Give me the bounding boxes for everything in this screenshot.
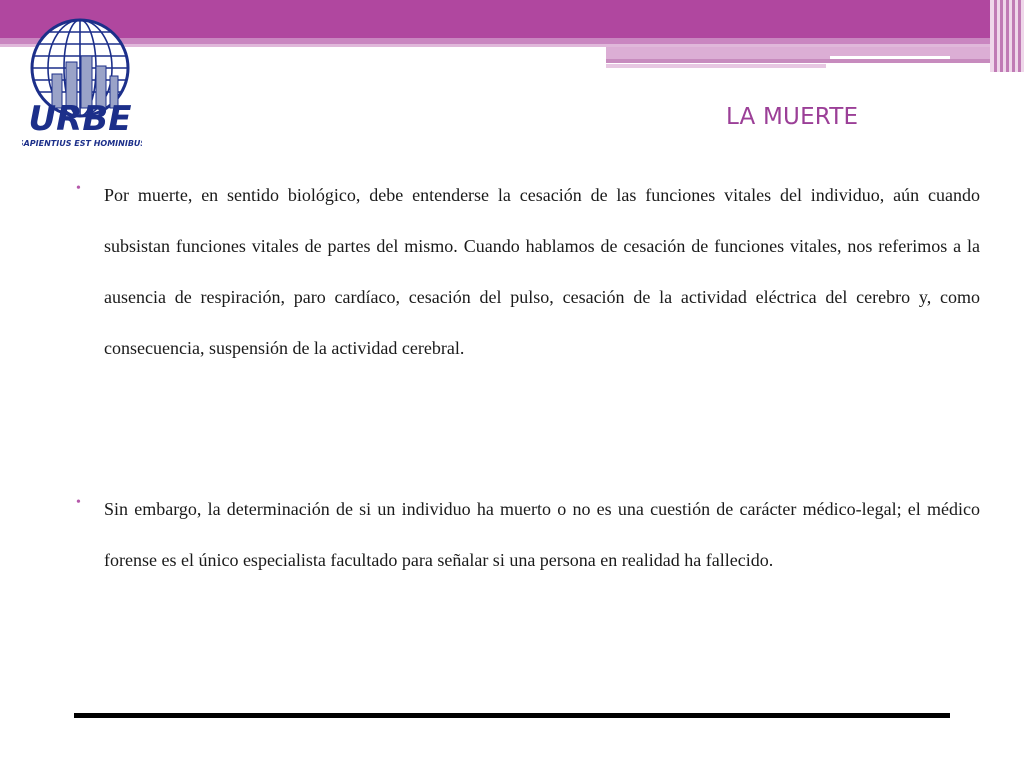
bullet-text-1: • Por muerte, en sentido biológico, debe entenderse la cesación de las funciones vitales del individuo, aún cuando subsistan funciones vitales de partes del mismo. Cuando hablamos de cesación de funciones vitales, nos referimos a la ausencia de respiración, paro cardíaco, cesación del pulso, cesación de la actividad eléctrica del cerebro y, como consecuencia, suspensión de la actividad cerebral. [104, 185, 980, 358]
top-decorative-band [0, 0, 1024, 72]
bullet-item-2 [76, 484, 980, 586]
bullet-text-2: • Sin embargo, la determinación de si un individuo ha muerto o no es una cuestión de carácter médico-legal; el médico forense es el único especialista facultado para señalar si una persona en realidad ha fallecido. [104, 499, 980, 570]
logo-wordmark: URBE [28, 99, 132, 139]
bullet-item-1 [76, 170, 980, 428]
urbe-logo [22, 16, 142, 151]
globe-logo-icon [22, 16, 142, 151]
slide-content [76, 170, 980, 586]
logo-motto: SAPIENTIUS EST HOMINIBUS [22, 139, 142, 148]
footer-divider [74, 713, 950, 718]
slide-title: LA MUERTE [726, 104, 859, 130]
